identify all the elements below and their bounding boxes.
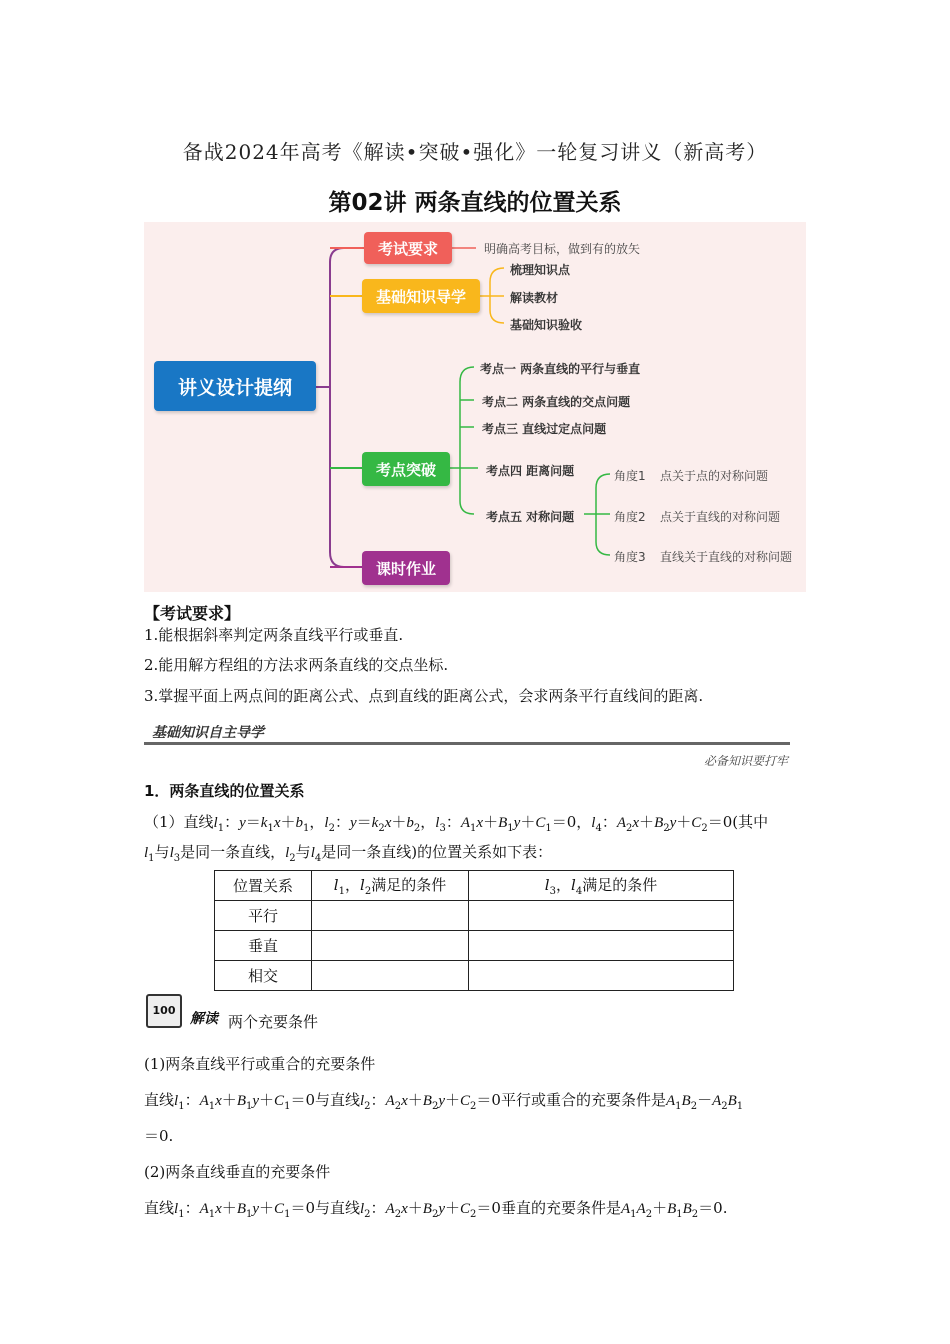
table-cell (469, 961, 734, 991)
lecture-title: 第02讲 两条直线的位置关系 (328, 190, 622, 216)
intro-prefix: （1）直线 (144, 813, 214, 831)
section-banner (144, 720, 790, 768)
intro-suffix: (其中 (732, 813, 769, 831)
table-row (215, 961, 734, 991)
table-row-label: 相交 (215, 961, 312, 991)
table-cell (312, 901, 469, 931)
exam-point: 考点四 距离问题 (486, 464, 575, 478)
intro-line-1: （1）直线$l_1$：$y=k_1x+b_1$，$l_2$：$y=k_2x+b_2$，$l_3$：$A_1x+B_1y+C_1=0$，$l_4$：$A_2x+B_2y+C_2=0$(其中 (144, 813, 769, 834)
requirement-item: 3.掌握平面上两点间的距离公式、点到直线的距离公式，会求两条平行直线间的距离. (144, 687, 704, 705)
requirements-heading: 【考试要求】 (144, 604, 241, 623)
branch-exam-points: 考点突破 (362, 452, 450, 486)
table-header: $l_1$，$l_2$满足的条件 (312, 871, 469, 901)
banner-divider (144, 742, 790, 745)
basics-item: 解读教材 (510, 291, 559, 305)
table-row (215, 931, 734, 961)
angle-tag: 角度3 (614, 550, 646, 564)
exam-point: 考点五 对称问题 (486, 510, 575, 524)
branch-exam-requirements-note: 明确高考目标，做到有的放矢 (484, 242, 641, 256)
angle-tag: 角度2 (614, 510, 646, 524)
table-header-row (215, 871, 734, 901)
requirement-item: 2.能用解方程组的方法求两条直线的交点坐标. (144, 656, 449, 674)
table-row-label: 平行 (215, 901, 312, 931)
table-header: $l_3$，$l_4$满足的条件 (469, 871, 734, 901)
jiedu-label: 解读 (190, 1011, 218, 1027)
section-heading: 1．两条直线的位置关系 (144, 782, 305, 800)
basics-item: 基础知识验收 (510, 318, 583, 332)
table-cell (312, 961, 469, 991)
branch-homework: 课时作业 (362, 551, 450, 585)
angle-text: 点关于直线的对称问题 (660, 510, 781, 524)
exam-point: 考点三 直线过定点问题 (482, 422, 607, 436)
requirement-item: 1.能根据斜率判定两条直线平行或垂直. (144, 626, 404, 644)
basics-item: 梳理知识点 (510, 263, 571, 277)
branch-basics: 基础知识导学 (362, 279, 480, 313)
exam-point: 考点二 两条直线的交点问题 (482, 395, 631, 409)
exam-point: 考点一 两条直线的平行与垂直 (480, 362, 641, 376)
banner-tag: 必备知识要打牢 (703, 754, 788, 768)
perp-text-end: 垂直的充要条件是 (500, 1199, 621, 1217)
outline-mindmap (144, 222, 806, 592)
parallel-text-end: 平行或重合的充要条件是 (500, 1091, 666, 1109)
parallel-heading: (1)两条直线平行或重合的充要条件 (144, 1055, 376, 1073)
parallel-condition: 直线$l_1$：$A_1x+B_1y+C_1=0$与直线$l_2$：$A_2x+B_2y+C_2=0$平行或重合的充要条件是$A_1B_2-A_2B_1$ (144, 1091, 744, 1112)
jiedu-title: 两个充要条件 (228, 1013, 319, 1031)
table-cell (312, 931, 469, 961)
table-cell (469, 901, 734, 931)
table-row (215, 901, 734, 931)
table-cell (469, 931, 734, 961)
perpendicular-heading: (2)两条直线垂直的充要条件 (144, 1163, 331, 1181)
angle-text: 点关于点的对称问题 (660, 469, 769, 483)
score-100-icon: 100 (146, 994, 182, 1028)
relation-table (214, 870, 734, 991)
intro-line-2: $l_1$与$l_3$是同一条直线，$l_2$与$l_4$是同一条直线)的位置关系如下表： (144, 843, 553, 864)
intro-line2-end: 是同一条直线)的位置关系如下表： (321, 843, 553, 861)
angle-tag: 角度1 (614, 469, 646, 483)
perpendicular-condition: 直线$l_1$：$A_1x+B_1y+C_1=0$与直线$l_2$：$A_2x+B_2y+C_2=0$垂直的充要条件是$A_1A_2+B_1B_2=0$. (144, 1199, 728, 1220)
table-row-label: 垂直 (215, 931, 312, 961)
series-title: 备战2024年高考《解读•突破•强化》一轮复习讲义（新高考） (182, 140, 768, 164)
banner-title: 基础知识自主导学 (152, 725, 264, 741)
mindmap-root: 讲义设计提纲 (154, 361, 316, 411)
parallel-tail: ＝0. (144, 1127, 174, 1145)
angle-text: 直线关于直线的对称问题 (660, 550, 793, 564)
table-header: 位置关系 (215, 871, 312, 901)
branch-exam-requirements: 考试要求 (364, 232, 452, 264)
